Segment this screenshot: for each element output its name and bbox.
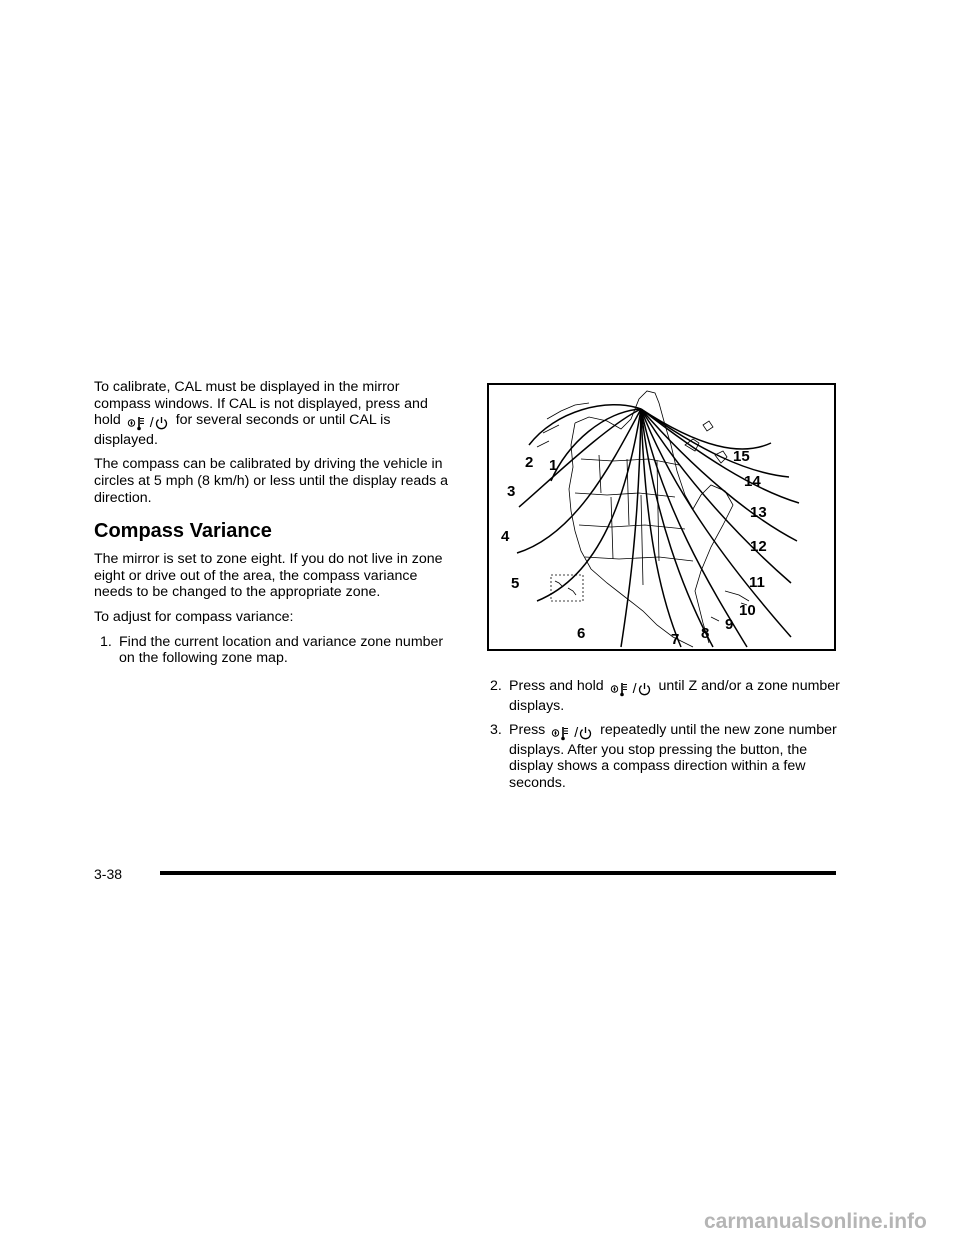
zone-label-11: 11 (749, 574, 765, 591)
slash: / (574, 725, 579, 742)
left-column (94, 379, 456, 675)
step-2 (490, 678, 840, 714)
button-icon-group (551, 725, 592, 742)
zone-label-5: 5 (511, 575, 520, 592)
compass-temp-icon (610, 681, 632, 697)
step-2-text-b: until Z and/or a zone number displays. (509, 678, 840, 714)
button-icon-group (610, 681, 651, 698)
section-heading: Compass Variance (94, 520, 272, 543)
zone-map-drawing (489, 385, 834, 649)
slash: / (632, 681, 637, 697)
step-3-text-b: repeatedly until the new zone number displays. After you stop pressing the button, the display shows a compass direction within a few seconds. (509, 722, 837, 791)
power-icon (155, 416, 168, 431)
step-1 (100, 634, 456, 667)
calibrate-text-b: for several seconds or until CAL is displayed. (94, 412, 391, 448)
compass-temp-icon (551, 725, 573, 741)
calibrate-text-a: To calibrate, CAL must be displayed in the mirror compass windows. If CAL is not displayed, press and hold (94, 379, 428, 429)
zone-label-6: 6 (577, 625, 586, 642)
zone-label-7: 7 (671, 631, 680, 648)
zone-label-3: 3 (507, 483, 516, 500)
slash: / (149, 415, 154, 432)
zone-label-14: 14 (744, 473, 761, 490)
step-2-text-a: Press and hold (509, 678, 604, 694)
zone-label-8: 8 (701, 625, 710, 642)
zone-label-15: 15 (733, 448, 750, 465)
zone-label-1: 1 (549, 457, 558, 474)
zone-label-10: 10 (739, 602, 756, 619)
zone-eight-paragraph: The mirror is set to zone eight. If you do not live in zone eight or drive out of the area, the compass variance needs to be changed to the appropriate zone. (94, 551, 443, 601)
variance-zone-map (487, 383, 836, 651)
calibrate-driving-paragraph: The compass can be calibrated by driving the vehicle in circles at 5 mph (8 km/h) or less until the display reads a direction. (94, 456, 449, 506)
right-column (490, 678, 840, 800)
power-icon (638, 682, 651, 697)
power-icon (579, 726, 592, 741)
zone-label-4: 4 (501, 528, 510, 545)
zone-label-12: 12 (750, 538, 767, 555)
compass-temp-icon (127, 415, 149, 431)
button-icon-group (127, 415, 168, 432)
step-3-text-a: Press (509, 722, 546, 739)
step-1-text: Find the current location and variance zone number on the following zone map. (119, 633, 444, 667)
calibrate-paragraph (94, 379, 456, 448)
adjust-intro: To adjust for compass variance: (94, 608, 294, 625)
footer-rule (160, 871, 836, 875)
step-3-number: 3. (490, 722, 502, 739)
zone-label-2: 2 (525, 454, 534, 471)
step-2-number: 2. (490, 678, 502, 694)
watermark: carmanualsonline.info (704, 1210, 927, 1233)
zone-label-9: 9 (725, 616, 734, 633)
step-1-number: 1. (100, 633, 112, 650)
zone-label-13: 13 (750, 504, 767, 521)
step-3 (490, 722, 840, 791)
page-number: 3-38 (94, 866, 123, 882)
